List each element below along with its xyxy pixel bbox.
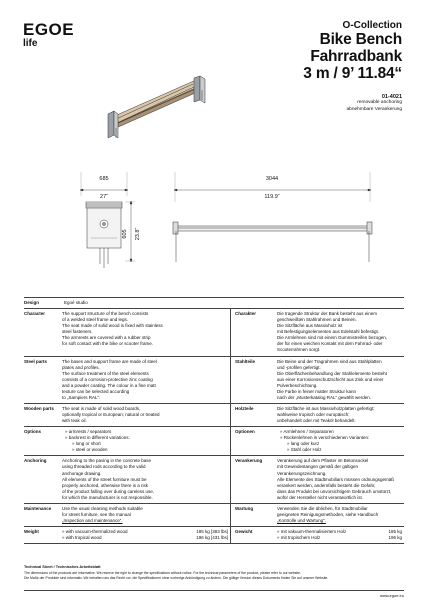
wooden-label-en: Wooden parts xyxy=(24,405,54,411)
wooden-label-de: Holzteile xyxy=(235,405,254,411)
steel-label-de: Stahlteile xyxy=(235,358,256,364)
anchoring-de-line: wofür der Hersteller nicht verantwortlich ist. xyxy=(277,494,364,500)
wooden-de-line: Die Sitzfläche ist aus Massivholzplatten gefertigt; xyxy=(277,405,375,411)
length-mm: 3044 xyxy=(265,176,279,182)
anchoring-de-line: dass das Produkt bei unvorsichtigem Gebrauch umstürzt, xyxy=(277,488,392,494)
anchoring-de-line: Verankerung auf dem Pflaster im Betonsockel xyxy=(277,458,369,464)
options-en-subitem: » steel or wooden xyxy=(72,447,108,453)
wooden-text-en xyxy=(60,404,231,426)
options-de-subitem: » lang oder kurz xyxy=(287,441,320,447)
character-text-de xyxy=(275,309,404,355)
character-de-line: mit Befestigungselementen aus Edelstahl befestigt. xyxy=(277,329,380,335)
anchoring-en-line: properly anchored, otherwise there is a risk xyxy=(62,482,149,488)
row-anchoring xyxy=(24,456,404,503)
wooden-text-de xyxy=(275,404,404,426)
anchoring-de-line: Verankerungszeichnung. xyxy=(277,470,327,476)
footer-notes xyxy=(24,565,404,581)
anchoring-en-line: of the product falling over during careless use, xyxy=(62,488,155,494)
logo-sub: life xyxy=(23,38,38,49)
steel-text-en xyxy=(60,357,231,403)
design-label: Design xyxy=(24,300,40,305)
steel-en-line: and a powder coating. The colour in a fine matt xyxy=(62,382,156,388)
weight-en-item xyxy=(62,535,228,541)
weight-label-de: Gewicht xyxy=(235,529,253,534)
options-label-de: Optionen xyxy=(235,429,255,435)
character-text-en xyxy=(60,309,231,355)
remark-en: removable anchoring xyxy=(357,100,402,106)
character-de-line: Die tragende Struktur der Bank besteht aus einem xyxy=(277,311,378,317)
options-text-en xyxy=(60,427,231,455)
wooden-en-line: with teak oil. xyxy=(62,418,87,424)
footer-note-en: The dimensions of the products are informative. We reserve the right to change the specifications without notice. For the technical parameters of the product, please refer to our website. xyxy=(24,570,301,575)
footer-note-de: Die Maße der Produkte sind informativ. Wir behalten uns das Recht vor, die Spezifikationen ohne vorherige Ankündigung zu ändern. Die gültige Version dieses Dokuments finden Sie auf unserer Website. xyxy=(24,575,329,580)
spec-table xyxy=(24,297,404,544)
row-design xyxy=(24,297,404,309)
steel-de-line: Pulverbeschichtung. xyxy=(277,382,318,388)
weight-de-type: » mit tropischem Holz xyxy=(277,535,321,541)
anchoring-en-line: All elements of the street furniture must be xyxy=(62,476,147,482)
options-text-de xyxy=(275,427,404,455)
maintenance-de-line: Verwenden Sie die üblichen, für Stadtmobiliar xyxy=(277,505,368,511)
footer-title: Technical Sheet / Technisches Arbeitsblatt xyxy=(24,565,101,569)
weight-text-en xyxy=(60,527,231,543)
weight-de-value: 185 kg xyxy=(388,529,402,534)
steel-en-line: plates and profiles. xyxy=(62,364,100,370)
row-steel-parts xyxy=(24,357,404,404)
character-de-line: Die Sitzfläche aus Massivholz ist xyxy=(277,323,343,329)
anchoring-en-line: for which the manufacturer is not responsible. xyxy=(62,494,153,500)
character-en-line: steel fasteners. xyxy=(62,329,93,335)
character-label-en: Character xyxy=(24,311,46,317)
footer-divider xyxy=(24,590,404,591)
collection-name: O-Collection xyxy=(342,20,402,31)
anchoring-de-line: mit Gewindestangen gemäß der gültigen xyxy=(277,464,359,470)
weight-text-de xyxy=(275,527,404,543)
anchoring-en-line: using threaded rods according to the valid xyxy=(62,464,146,470)
anchoring-de-line: verankert werden, andernfalls besteht die Gefahr, xyxy=(277,482,376,488)
maintenance-label-de: Wartung xyxy=(235,505,254,511)
weight-en-value: 185 kg [383 lbs] xyxy=(196,529,228,534)
weight-label-en: Weight xyxy=(24,529,39,534)
maintenance-label-en: Maintenance xyxy=(24,505,52,511)
steel-de-line: nach der „Musterkatalog RAL“ gewählt werden. xyxy=(277,394,372,400)
product-code: 01-4021 xyxy=(381,94,402,101)
row-maintenance xyxy=(24,504,404,527)
steel-de-line: und -profilen gefertigt. xyxy=(277,364,321,370)
steel-text-de xyxy=(275,357,404,403)
wooden-en-line: The seat is made of solid wood boards, xyxy=(62,405,141,411)
maintenance-handbook-link[interactable]: „Kontrolle und Wartung“. xyxy=(277,517,326,523)
length-in: 119.9“ xyxy=(264,194,280,200)
steel-de-line: aus einer Korrosionsschutzschicht aus Zink und einer xyxy=(277,376,384,382)
wooden-de-line: wahlweise tropisch oder europäisch; xyxy=(277,412,350,417)
character-en-line: The armrests are covered with a rubber strip xyxy=(62,335,151,341)
anchoring-en-line: Anchoring to the paving in the concrete base xyxy=(62,458,152,464)
design-value: Egoé studio xyxy=(64,300,88,305)
weight-en-type: » with tropical wood xyxy=(62,535,102,541)
row-weight xyxy=(24,527,404,544)
options-de-subitem: » Stahl oder Holz xyxy=(287,447,322,453)
character-en-line: The seat made of solid wood is fixed with stainless xyxy=(62,323,163,329)
width-mm: 685 xyxy=(99,176,109,182)
remark-de: abnehmbare Verankerung xyxy=(346,106,402,112)
row-options xyxy=(24,427,404,456)
height-mm: 605 xyxy=(122,229,128,239)
maintenance-manual-link[interactable]: „Inspection and maintenance“. xyxy=(62,517,123,523)
options-en-item: » backrest in different variations: xyxy=(65,435,130,441)
steel-de-line: Die Beine und der Tragrahmen sind aus Stahlplatten xyxy=(277,358,382,364)
steel-en-line: consists of a corrosion-protective zinc coating xyxy=(62,376,153,382)
width-in: 27“ xyxy=(100,194,108,200)
weight-en-type: » with vacuum-thermalized wood xyxy=(62,529,128,534)
character-de-line: Scooterrahmen sorgt. xyxy=(277,347,321,353)
maintenance-en-line: for street furniture, see the manual xyxy=(62,511,131,517)
weight-de-type: » mit vakuum-thermalisiertem Holz xyxy=(277,529,347,534)
side-view xyxy=(80,172,135,268)
character-en-line: for soft contact with the bike or scooter frame. xyxy=(62,341,154,347)
maintenance-text-de xyxy=(275,504,404,526)
steel-label-en: Steel parts xyxy=(24,358,48,364)
weight-en-value: 196 kg [431 lbs] xyxy=(196,535,228,541)
steel-de-line: Die Oberflächenbehandlung der Stahlelemente besteht xyxy=(277,370,387,376)
row-character xyxy=(24,309,404,356)
steel-en-line: The bases and support frame are made of steel xyxy=(62,358,157,364)
character-en-line: The support structure of the bench consists xyxy=(62,311,149,317)
anchoring-en-line: anchorage drawing. xyxy=(62,470,102,476)
anchoring-text-de xyxy=(275,456,404,502)
character-de-line: Die Armlehnen sind mit einem Gummistreifen bezogen, xyxy=(277,335,388,341)
product-size: 3 m / 9’ 11.84“ xyxy=(303,65,402,83)
anchoring-label-de: Verankerung xyxy=(235,458,263,464)
options-label-en: Options xyxy=(24,429,41,435)
row-wooden-parts xyxy=(24,404,404,427)
steel-en-line: texture can be selected according xyxy=(62,388,130,394)
maintenance-de-line: geeigneten Reinigungsmethoden, siehe Handbuch xyxy=(277,511,379,517)
maintenance-en-line: Use the usual cleaning methods suitable xyxy=(62,505,143,511)
character-label-de: Charakter xyxy=(235,311,257,317)
options-de-item: » Rückenlehnen in verschiedenen Varianten: xyxy=(280,435,370,441)
front-view xyxy=(173,172,372,262)
wooden-en-line: optionally tropical or European; natural or treated xyxy=(62,412,160,417)
weight-de-item xyxy=(277,535,402,541)
options-en-subitem: » long or short xyxy=(72,441,101,447)
character-de-line: der für einen weichen Kontakt mit dem Fahrrad- oder xyxy=(277,341,383,347)
character-de-line: geschweißten Stahlrahmen und Beinen. xyxy=(277,317,357,323)
anchoring-de-line: Alle Elemente des Stadtmobiliars müssen ordnungsgemäß xyxy=(277,476,395,482)
anchoring-label-en: Anchoring xyxy=(24,458,47,464)
website-link[interactable]: www.egoe.eu xyxy=(379,593,404,598)
title-en: Bike Bench xyxy=(319,31,402,48)
weight-de-value: 196 kg xyxy=(388,535,402,541)
anchoring-text-en xyxy=(60,456,231,502)
steel-en-line: to „Sampiers RAL“. xyxy=(62,394,101,400)
wooden-de-line: unbehandelt oder mit Teaköl behandelt. xyxy=(277,418,356,424)
steel-en-line: The surface treatment of the steel elements xyxy=(62,370,149,376)
logo-brand: EGOE xyxy=(23,20,75,39)
bench-isometric xyxy=(108,76,205,138)
options-en-item: » armrests / separators xyxy=(65,429,112,435)
height-in: 23.8“ xyxy=(135,227,141,241)
character-en-line: of a welded steel frame and legs. xyxy=(62,317,129,323)
steel-de-line: Die Farbe in feiner matter Struktur kann xyxy=(277,388,357,394)
title-de: Fahrradbank xyxy=(310,48,402,66)
options-de-item: » Armlehnen / Separatoren xyxy=(280,429,334,435)
maintenance-text-en xyxy=(60,504,231,526)
